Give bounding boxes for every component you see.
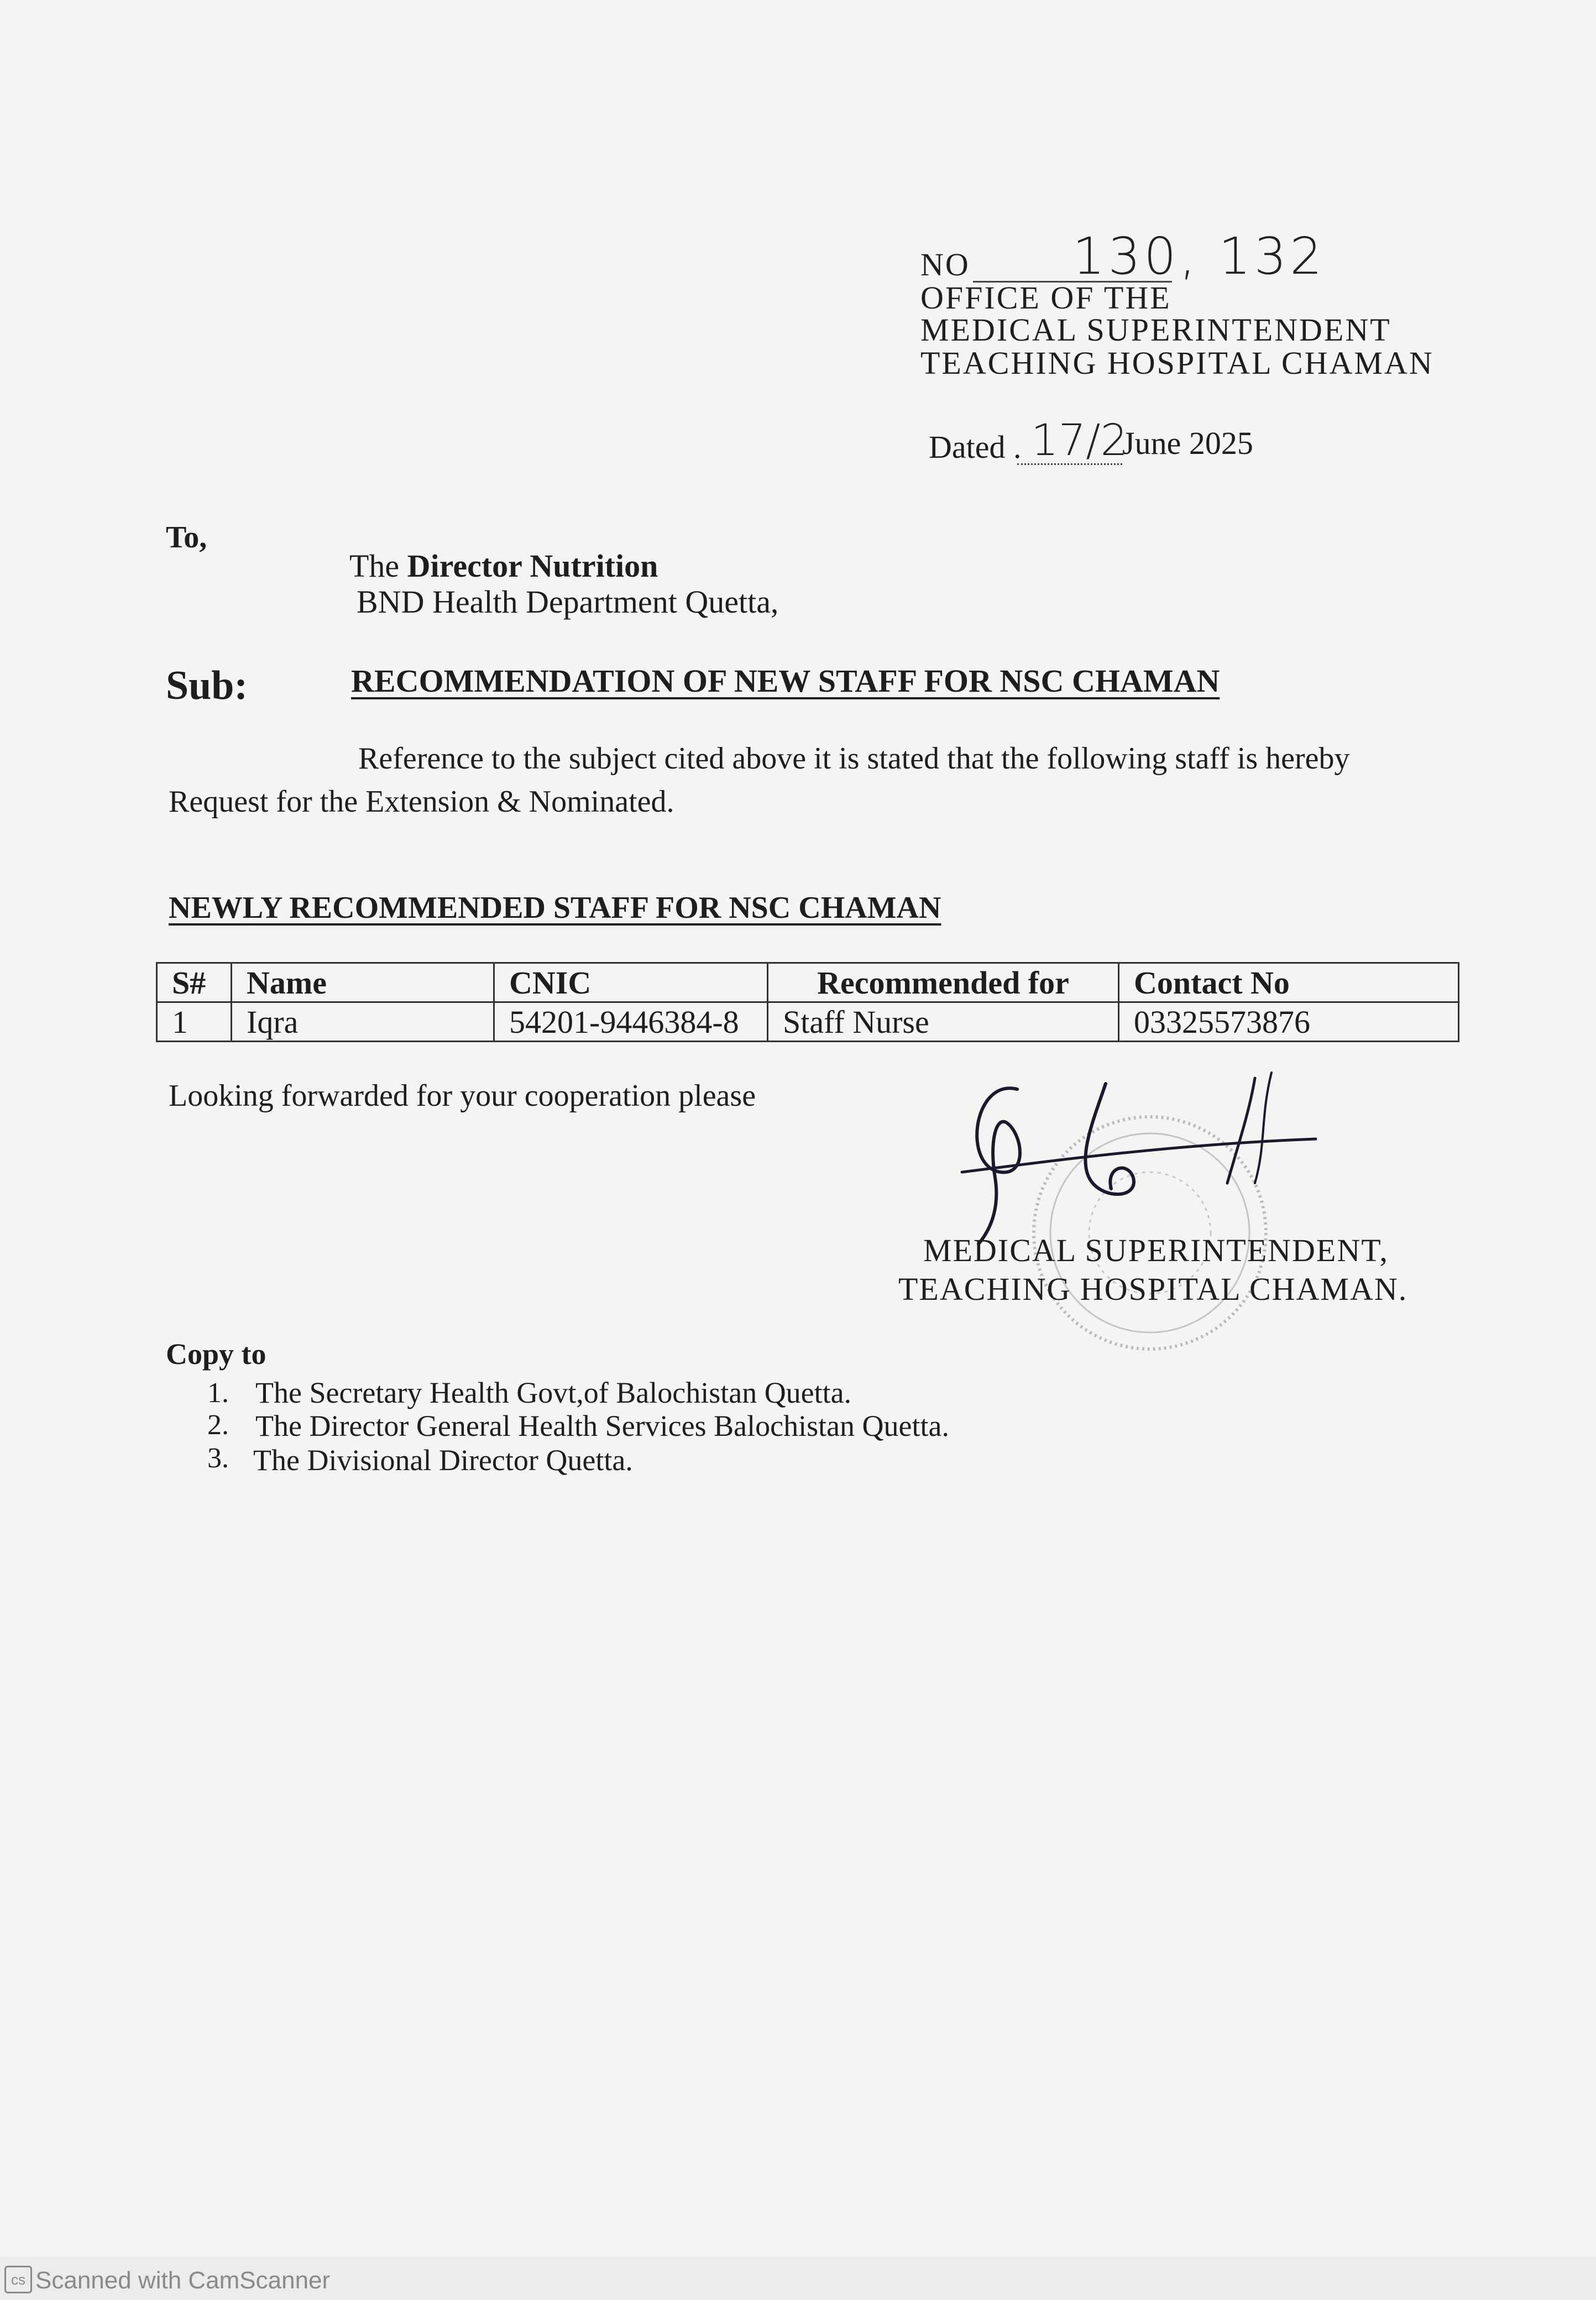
recipient-line-2: BND Health Department Quetta,	[357, 584, 779, 620]
copy-to-item-1-number: 1.	[207, 1377, 229, 1409]
cell-sno: 1	[157, 1002, 232, 1042]
column-header-cnic: CNIC	[494, 963, 768, 1002]
table-row	[157, 1002, 1459, 1042]
copy-to-item-2-number: 2.	[207, 1409, 229, 1441]
closing-line: Looking forwarded for your cooperation please	[169, 1079, 756, 1113]
scanner-watermark-text: Scanned with CamScanner	[35, 2267, 331, 2294]
copy-to-label: Copy to	[166, 1337, 266, 1371]
reference-no-handwritten: 130, 132	[1072, 227, 1326, 286]
staff-table	[156, 962, 1459, 1042]
column-header-name: Name	[232, 963, 494, 1002]
dated-month-year: June 2025	[1122, 425, 1253, 461]
column-header-contact-no: Contact No	[1119, 963, 1459, 1002]
body-paragraph-line-1: Reference to the subject cited above it is stated that the following staff is hereby	[358, 741, 1350, 776]
dated-label: Dated .	[929, 429, 1022, 465]
column-header-recommended-for: Recommended for	[768, 963, 1119, 1002]
camscanner-logo-icon: cs	[4, 2266, 32, 2293]
cell-recommended-for: Staff Nurse	[768, 1002, 1119, 1042]
copy-to-item-2: The Director General Health Services Balochistan Quetta.	[255, 1409, 949, 1442]
cell-name: Iqra	[232, 1002, 494, 1042]
office-line-3: TEACHING HOSPITAL CHAMAN	[920, 345, 1434, 381]
to-label: To,	[166, 520, 207, 555]
office-line-2: MEDICAL SUPERINTENDENT	[920, 312, 1391, 348]
dated-handwritten: 17/2	[1031, 416, 1128, 466]
signatory-title-line-2: TEACHING HOSPITAL CHAMAN.	[898, 1271, 1408, 1307]
cell-contact-no: 03325573876	[1119, 1002, 1459, 1042]
column-header-sno: S#	[157, 963, 232, 1002]
body-paragraph-line-2: Request for the Extension & Nominated.	[169, 785, 674, 819]
table-header-row	[157, 963, 1459, 1002]
cell-cnic: 54201-9446384-8	[494, 1002, 768, 1042]
dated-underline	[1017, 463, 1122, 465]
copy-to-item-1: The Secretary Health Govt,of Balochistan Quetta.	[255, 1376, 852, 1409]
office-line-1: OFFICE OF THE	[920, 280, 1171, 316]
subject-label: Sub:	[166, 663, 248, 708]
copy-to-item-3: The Divisional Director Quetta.	[253, 1444, 633, 1477]
reference-no-label: NO	[920, 247, 970, 283]
subject-text: RECOMMENDATION OF NEW STAFF FOR NSC CHAMAN	[351, 663, 1220, 699]
recipient-title: Director Nutrition	[407, 548, 658, 584]
recipient-prefix: The	[349, 548, 400, 584]
signature-scribble	[940, 1067, 1371, 1250]
recipient-line-1	[349, 547, 658, 584]
copy-to-item-3-number: 3.	[207, 1442, 229, 1474]
signatory-title-line-1: MEDICAL SUPERINTENDENT,	[923, 1232, 1389, 1268]
table-title: NEWLY RECOMMENDED STAFF FOR NSC CHAMAN	[169, 891, 941, 925]
